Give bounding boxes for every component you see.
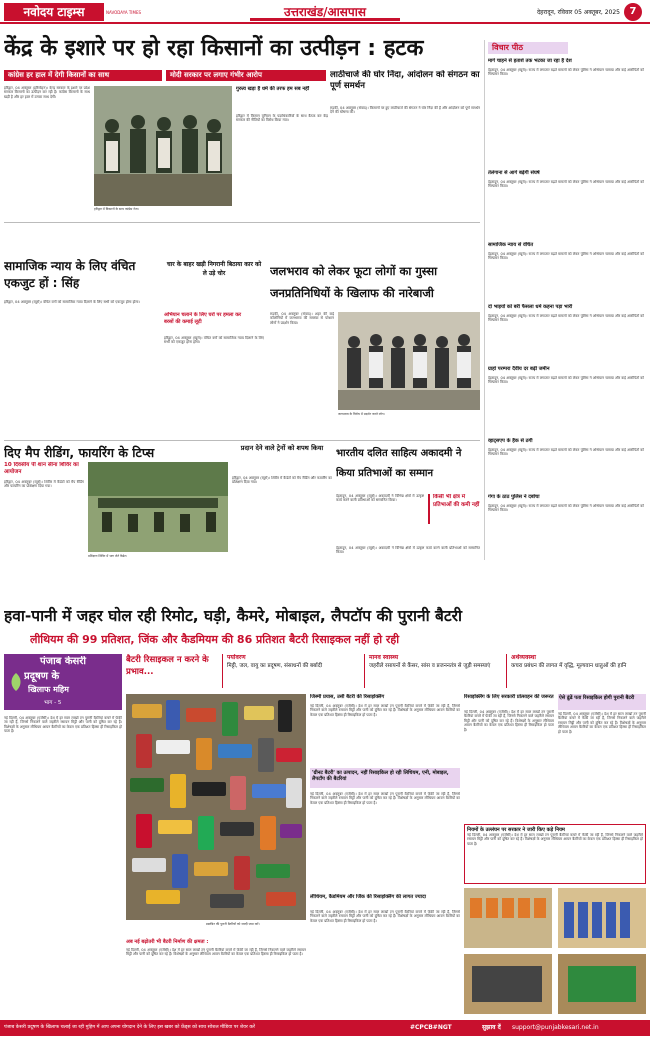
- effect-2: [364, 654, 504, 688]
- col-head-5: ऐसे ढूंढें पता रिसाइकिल होगी पुरानी बैटरी: [558, 694, 646, 710]
- col-head-2: 'ग्रीनट बैटरी' का उत्पादन, नहीं रिसाइकिल हो रही लिथियम, एनी, मोबाइल, लैपटॉप की बैटरियां: [310, 768, 460, 788]
- mock-headline: दिए मैप रीडिंग, फायरिंग के टिप्स: [4, 445, 155, 460]
- effect-1-title: पर्यावरण: [227, 654, 246, 661]
- campaign-part: भाग - 5: [44, 700, 62, 706]
- sahitya-body-2: देहरादून, 04 अक्तूबर (ब्यूरो)। अकादमी ने विभिन्न क्षेत्रों में उत्कृष्ट कार्य करने वाली प्रतिभाओं को सम्मानित किया।: [336, 546, 480, 555]
- rules-box: [464, 824, 646, 884]
- battery-body-mid: नई दिल्ली, 04 अक्तूबर (एजेंसी)। देश में हर साल लाखों टन पुरानी बैटरियां कचरे में फेंकी जा रही हैं, जिनसे निकलने वाले जहरीले रसायन मिट्टी और पानी को दूषित कर रहे हैं। विशेषज्ञों के अनुसार लीथियम आयन बैटरियों का केवल एक प्रतिशत हिस्सा ही रिसाइकिल हो पाता है।: [126, 948, 306, 957]
- dateline: देहरादून, रविवार 05 अक्तूबर, 2025: [536, 9, 620, 16]
- mock-body: हरिद्वार, 04 अक्तूबर (ब्यूरो)। शिविर में कैडेटों को मैप रीडिंग और फायरिंग का प्रशिक्षण दिया गया।: [4, 480, 84, 489]
- vichar-body-4: देहरादून, 04 अक्तूबर (ब्यूरो)। राज्य में लगातार बढ़ते मामलों को लेकर पुलिस ने अभियान चलाया और कई आरोपितों को गिरफ्तार किया।: [488, 314, 644, 323]
- campaign-line-1: प्रदूषण के: [24, 671, 60, 682]
- effects-title: बैटरी रिसाइकल न करने के प्रभाव...: [126, 655, 209, 677]
- col-body-2: नई दिल्ली, 04 अक्तूबर (एजेंसी)। देश में हर साल लाखों टन पुरानी बैटरियां कचरे में फेंकी जा रही हैं, जिनसे निकलने वाले जहरीले रसायन मिट्टी और पानी को दूषित कर रहे हैं। विशेषज्ञों के अनुसार लीथियम आयन बैटरियों का केवल एक प्रतिशत हिस्सा ही रिसाइकिल हो पाता है।: [310, 792, 460, 805]
- sahitya-quote: किसी भी क्षेत्र में प्रतिभाओं की कमी नहीं: [428, 494, 480, 524]
- effect-2-title: मानव स्वास्थ्य: [369, 654, 399, 661]
- footer-text: पंजाब केसरी प्रदूषण के खिलाफ चलाई जा रही मुहिम में आप अपना योगदान देने के लिए इस खबर को फ्रेंड्स को साथ सोशल मीडिया पर शेयर करें: [4, 1025, 256, 1030]
- campaign-line-2: खिलाफ महिम: [28, 685, 69, 694]
- vichar-head-1: मार्ग चाहने से हताशे तक भटका जा रहा है देश: [488, 58, 572, 64]
- mock-photo: [88, 462, 228, 552]
- effect-3-text: कचरा प्रबंधन की लागत में वृद्धि, मूल्यवान धातुओं की हानि: [511, 663, 627, 669]
- col-head-1: जिस्मी प्रयास, उसी बैटरी की रिसाइक्लिंग: [310, 694, 385, 700]
- battery-body-left: नई दिल्ली, 04 अक्तूबर (एजेंसी)। देश में हर साल लाखों टन पुरानी बैटरियां कचरे में फेंकी जा रही हैं, जिनसे निकलने वाले जहरीले रसायन मिट्टी और पानी को दूषित कर रहे हैं। विशेषज्ञों के अनुसार लीथियम आयन बैटरियों का केवल एक प्रतिशत हिस्सा ही रिसाइकिल हो पाता है।: [4, 716, 122, 734]
- samajik-headline: सामाजिक न्याय के लिए वंचित एकजुट हों : सिंह: [4, 259, 136, 290]
- vichar-body-5: देहरादून, 04 अक्तूबर (ब्यूरो)। राज्य में लगातार बढ़ते मामलों को लेकर पुलिस ने अभियान चलाया और कई आरोपितों को गिरफ्तार किया।: [488, 376, 644, 385]
- mock-body-2: हरिद्वार, 04 अक्तूबर (ब्यूरो)। शिविर में कैडेटों को मैप रीडिंग और फायरिंग का प्रशिक्षण दिया गया।: [232, 476, 332, 485]
- lead-body: हरिद्वार, 04 अक्तूबर (हरिमोहन)। केन्द्र सरकार के इशारे पर प्रदेश सरकार किसानों का उत्पीड़न कर रही है। कांग्रेस किसानों के साथ खड़ी है और हर हाल में उनका साथ देगी।: [4, 86, 90, 99]
- samajik-body: हरिद्वार, 04 अक्तूबर (ब्यूरो)। वंचित वर्गों को सामाजिक न्याय दिलाने के लिए सभी को एकजुट होना होगा।: [4, 300, 140, 304]
- vichar-head-4: दो भाइयों को बरी फैसला धर्म कहना पड़ा भारी: [488, 304, 573, 310]
- masthead-logo[interactable]: नवोदय टाइम्स: [4, 3, 104, 21]
- footer-email[interactable]: support@punjabkesari.net.in: [512, 1024, 599, 1031]
- lead-sidebar-body: हरिद्वार में किसान यूनियन के पदाधिकारियों के साथ बैठक कर केंद्र सरकार की नीतियों का विरोध किया गया।: [236, 114, 328, 123]
- page-number: 7: [624, 3, 642, 21]
- col-body-3: नई दिल्ली, 04 अक्तूबर (एजेंसी)। देश में हर साल लाखों टन पुरानी बैटरियां कचरे में फेंकी जा रही हैं, जिनसे निकलने वाले जहरीले रसायन मिट्टी और पानी को दूषित कर रहे हैं। विशेषज्ञों के अनुसार लीथियम आयन बैटरियों का केवल एक प्रतिशत हिस्सा ही रिसाइकिल हो पाता है।: [310, 910, 460, 923]
- vichar-column: [484, 40, 646, 560]
- lead-photo-caption: हरिद्वार में किसानों के साथ कांग्रेस नेता।: [94, 207, 139, 211]
- vichar-body-2: देहरादून, 04 अक्तूबर (ब्यूरो)। राज्य में लगातार बढ़ते मामलों को लेकर पुलिस ने अभियान चलाया और कई आरोपितों को गिरफ्तार किया।: [488, 180, 644, 189]
- col-head-3: लीथियम, कैडमियम और जिंक की रिसाइक्लिंग की लागत ज्यादा: [310, 894, 426, 900]
- jalbharav-photo: [338, 312, 480, 410]
- mock-subhead: 10 दिवसीय पी शान सीना शिविर का आयोजन: [4, 462, 79, 475]
- lead-headline: केंद्र के इशारे पर हो रहा किसानों का उत्पीड़न : हटक: [4, 36, 424, 61]
- footer-bar: [0, 1020, 650, 1036]
- rules-head: नियमों के उल्लंघन पर सरकार ने जारी किए कड़े नियम: [467, 827, 565, 833]
- effect-1-text: मिट्टी, जल, वायु का प्रदूषण, संसाधनों की बर्बादी: [227, 663, 323, 669]
- footer-email-label: सुझाव दें: [482, 1024, 501, 1031]
- mock-photo-caption: प्रशिक्षण शिविर में भाग लेते कैडेट।: [88, 554, 128, 558]
- masthead-logo-sub: NAVODAYA TIMES: [106, 10, 142, 15]
- battery-photo-caption: डस्टबिन की पुरानी बैटरियों को जल्दी जमा करें।: [206, 922, 260, 926]
- vichar-body-1: देहरादून, 04 अक्तूबर (ब्यूरो)। राज्य में लगातार बढ़ते मामलों को लेकर पुलिस ने अभियान चलाया और कई आरोपितों को गिरफ्तार किया।: [488, 68, 644, 77]
- battery-byline: अब नई बढ़ोतरी भी बैटरी निर्माण की क्षमता :: [126, 939, 209, 945]
- footer-hashtag[interactable]: #CPCB#NGT: [410, 1024, 452, 1031]
- lead-sidebar-head: गुरुत्व खड़ा है धर्म की तरफ हम सब नहीं: [236, 86, 310, 92]
- lead-photo: [94, 86, 232, 206]
- section-title: उत्तराखंड/आसपास: [250, 3, 400, 21]
- campaign-box: [4, 654, 122, 710]
- battery-photo-row: [464, 888, 646, 1014]
- effect-3: [506, 654, 646, 688]
- effect-3-title: अर्थव्यवस्था: [511, 654, 536, 661]
- vichar-body-7: देहरादून, 04 अक्तूबर (ब्यूरो)। राज्य में लगातार बढ़ते मामलों को लेकर पुलिस ने अभियान चलाया और कई आरोपितों को गिरफ्तार किया।: [488, 504, 644, 513]
- samajik-box: चार के बाहर खड़ी निगरानी बिठाया कार को ले उड़े चोर: [166, 261, 262, 277]
- jalbharav-photo-caption: जलभराव के विरोध में प्रदर्शन करते लोग।: [338, 412, 385, 416]
- jalbharav-headline: जलभराव को लेकर फूटा लोगों का गुस्सा जनप्रतिनिधियों के खिलाफ की नारेबाजी: [270, 264, 438, 300]
- vichar-body-6: देहरादून, 04 अक्तूबर (ब्यूरो)। राज्य में लगातार बढ़ते मामलों को लेकर पुलिस ने अभियान चलाया और कई आरोपितों को गिरफ्तार किया।: [488, 448, 644, 457]
- rules-body: नई दिल्ली, 04 अक्तूबर (एजेंसी)। देश में हर साल लाखों टन पुरानी बैटरियां कचरे में फेंकी जा रही हैं, जिनसे निकलने वाले जहरीले रसायन मिट्टी और पानी को दूषित कर रहे हैं। विशेषज्ञों के अनुसार लीथियम आयन बैटरियों का केवल एक प्रतिशत हिस्सा ही रिसाइकिल हो पाता है।: [467, 833, 643, 846]
- col-head-4: रिसाइक्लिंग के लिए सरकारी प्रोत्साहन की जरूरत: [464, 694, 554, 700]
- vichar-head-7: गंगा के ठाठ पुलिस ने दबोचा: [488, 494, 540, 500]
- col-body-1: नई दिल्ली, 04 अक्तूबर (एजेंसी)। देश में हर साल लाखों टन पुरानी बैटरियां कचरे में फेंकी जा रही हैं, जिनसे निकलने वाले जहरीले रसायन मिट्टी और पानी को दूषित कर रहे हैं। विशेषज्ञों के अनुसार लीथियम आयन बैटरियों का केवल एक प्रतिशत हिस्सा ही रिसाइकिल हो पाता है।: [310, 704, 460, 717]
- lathi-headline: लाठीचार्ज की घोर निंदा, आंदोलन को संगठन का पूर्ण समर्थन: [330, 70, 480, 91]
- samajik-body-2: हरिद्वार, 04 अक्तूबर (ब्यूरो)। वंचित वर्गों को सामाजिक न्याय दिलाने के लिए सभी को एकजुट होना होगा।: [164, 336, 264, 345]
- vichar-head-2: तेलंगाना से आगे बढ़ेगी संघर्ष: [488, 170, 540, 176]
- vichar-title: विचार पीठ: [488, 42, 568, 54]
- vichar-head-5: ग्राहो परम्परा दैवीय दर बढ़ी जमीन: [488, 366, 550, 372]
- battery-headline: हवा-पानी में जहर घोल रही रिमोट, घड़ी, कैमरे, मोबाइल, लैपटॉप की पुरानी बैटरी: [4, 607, 463, 625]
- effect-2-text: जहरीले रसायनों से कैंसर, सांस व प्रजननतंत्र से जुड़ी समस्याएं: [369, 663, 491, 669]
- lead-tag-2: मोदी सरकार पर लगाए गंभीर आरोप: [166, 70, 326, 81]
- vichar-body-3: देहरादून, 04 अक्तूबर (ब्यूरो)। राज्य में लगातार बढ़ते मामलों को लेकर पुलिस ने अभियान चलाया और कई आरोपितों को गिरफ्तार किया।: [488, 252, 644, 261]
- vichar-head-3: सामाजिक न्याय से वंचित: [488, 242, 534, 248]
- samajik-bullet: अभियान चलाने के लिए घरों पर हमला कर बरसों की कमाई लूटी: [164, 312, 242, 325]
- masthead: [0, 0, 650, 24]
- sahitya-headline: भारतीय दलित साहित्य अकादमी ने किया प्रतिभाओं का सम्मान: [336, 448, 462, 479]
- effect-1: [222, 654, 362, 688]
- col-body-4: नई दिल्ली, 04 अक्तूबर (एजेंसी)। देश में हर साल लाखों टन पुरानी बैटरियां कचरे में फेंकी जा रही हैं, जिनसे निकलने वाले जहरीले रसायन मिट्टी और पानी को दूषित कर रहे हैं। विशेषज्ञों के अनुसार लीथियम आयन बैटरियों का केवल एक प्रतिशत हिस्सा ही रिसाइकिल हो पाता है।: [464, 710, 554, 732]
- brand-name: पंजाब केसरी: [39, 656, 86, 667]
- lead-tag-1: कांग्रेस हर हाल में देगी किसानों का साथ: [4, 70, 162, 81]
- jalbharav-body: रुड़की, 04 अक्तूबर (संवाद)। शहर की कई कॉलोनियों में जलभराव की समस्या से परेशान लोगों ने प्रदर्शन किया।: [270, 312, 334, 325]
- leaf-icon: [8, 672, 24, 692]
- battery-photo: [126, 694, 306, 920]
- mock-box: प्रदान देने वाले ट्रेनों को शपथ किया: [240, 444, 324, 452]
- battery-subhead: लीथियम की 99 प्रतिशत, जिंक और कैडमियम की 86 प्रतिशत बैटरी रिसाइकल नहीं हो रही: [30, 633, 400, 646]
- sahitya-body: देहरादून, 04 अक्तूबर (ब्यूरो)। अकादमी ने विभिन्न क्षेत्रों में उत्कृष्ट कार्य करने वाली प्रतिभाओं को सम्मानित किया।: [336, 494, 424, 503]
- vichar-head-6: व्हाट्सएप के हैक से ठगी: [488, 438, 533, 444]
- col-body-5: नई दिल्ली, 04 अक्तूबर (एजेंसी)। देश में हर साल लाखों टन पुरानी बैटरियां कचरे में फेंकी जा रही हैं, जिनसे निकलने वाले जहरीले रसायन मिट्टी और पानी को दूषित कर रहे हैं। विशेषज्ञों के अनुसार लीथियम आयन बैटरियों का केवल एक प्रतिशत हिस्सा ही रिसाइकिल हो पाता है।: [558, 712, 646, 734]
- lathi-body: रुड़की, 04 अक्तूबर (संवाद)। किसानों पर हुए लाठीचार्ज की संगठन ने घोर निंदा की है और आंदोलन को पूर्ण समर्थन देने की घोषणा की।: [330, 106, 480, 115]
